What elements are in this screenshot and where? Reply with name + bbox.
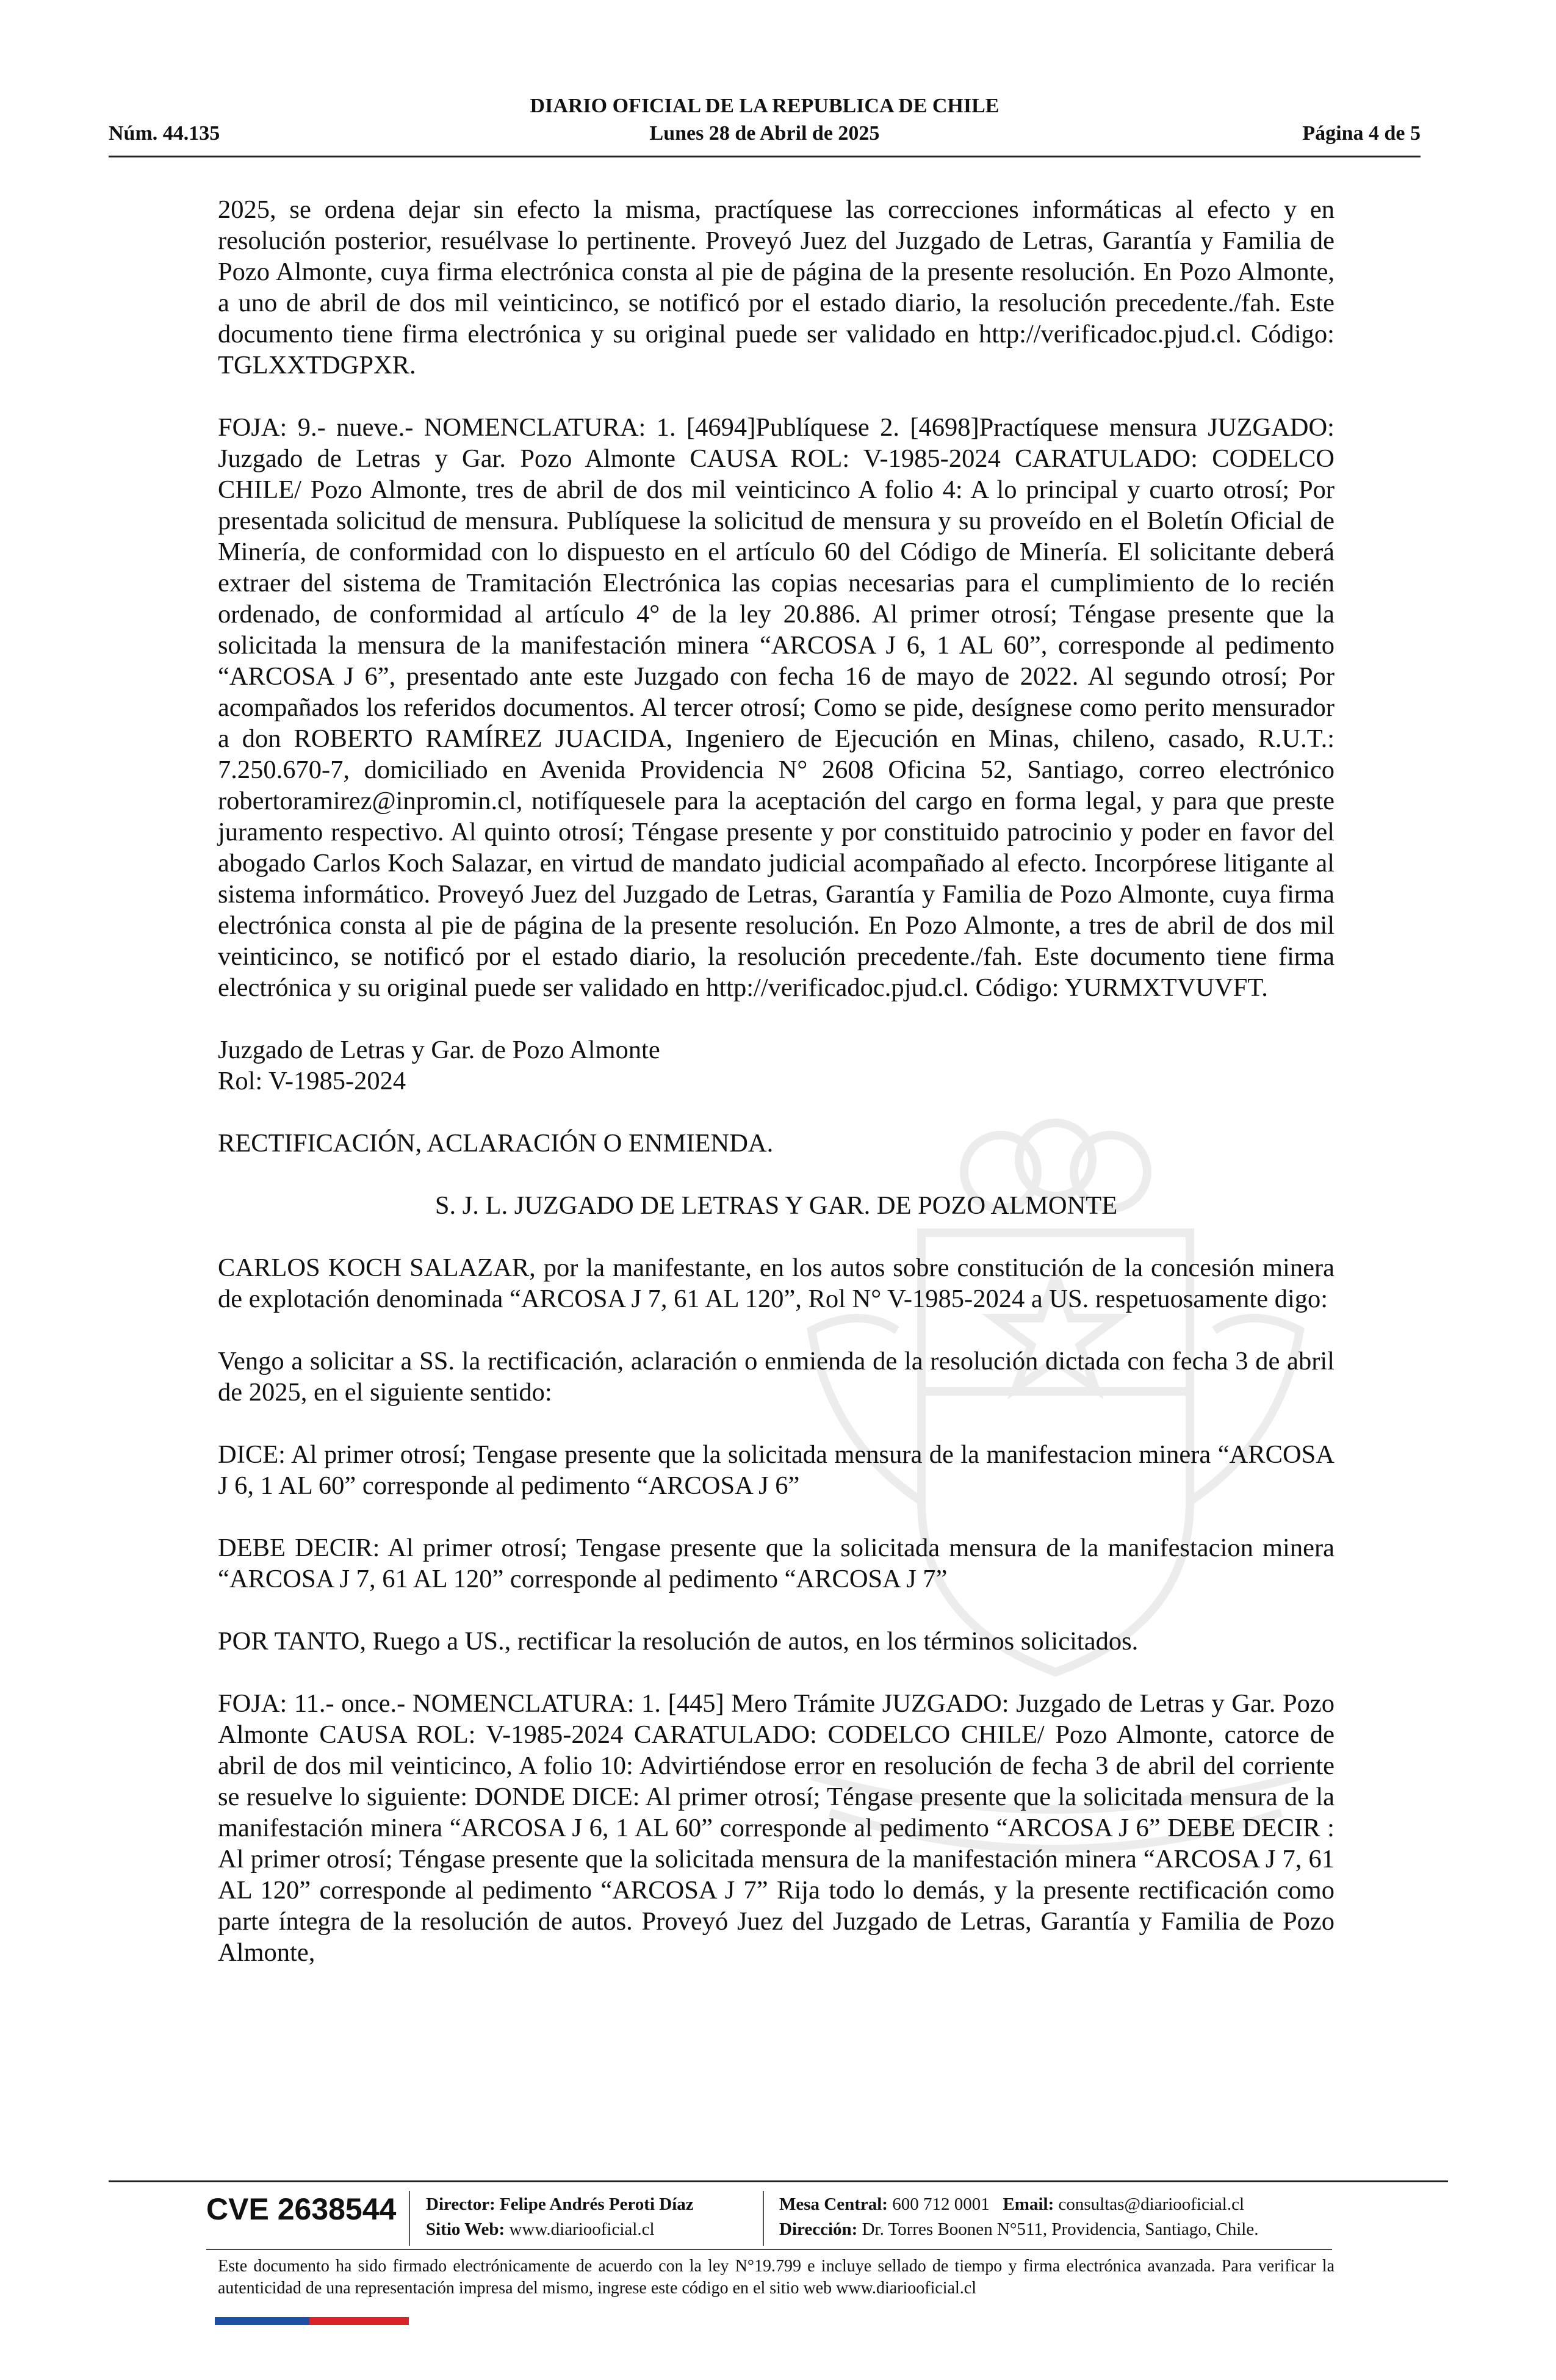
footer-contact-block — [779, 2192, 1258, 2242]
site-label: Sitio Web: — [426, 2220, 505, 2239]
footer-divider — [109, 2180, 1448, 2182]
paragraph-foja-9: FOJA: 9.- nueve.- NOMENCLATURA: 1. [4694]Publíquese 2. [4698]Practíquese mensura JUZGADO: Juzgado de Letras y Gar. Pozo Almonte CAUSA ROL: V-1985-2024 CARATULADO: CODELCO CHILE/ Pozo Almonte, tres de abril de dos mil veinticinco A folio 4: A lo principal y cuarto otrosí; Por presentada solicitud de mensura. Publíquese la solicitud de mensura y su proveído en el Boletín Oficial de Minería, de conformidad con lo dispuesto en el artículo 60 del Código de Minería. El solicitante deberá extraer del sistema de Tramitación Electrónica las copias necesarias para el cumplimiento de lo recién ordenado, de conformidad al artículo 4° de la ley 20.886. Al primer otrosí; Téngase presente que la solicitada la mensura de la manifestación minera “ARCOSA J 6, 1 AL 60”, corresponde al pedimento “ARCOSA J 6”, presentado ante este Juzgado con fecha 16 de mayo de 2022. Al segundo otrosí; Por acompañados los referidos documentos. Al tercer otrosí; Como se pide, desígnese como perito mensurador a don ROBERTO RAMÍREZ JUACIDA, Ingeniero de Ejecución en Minas, chileno, casado, R.U.T.: 7.250.670-7, domiciliado en Avenida Providencia N° 2608 Oficina 52, Santiago, correo electrónico robertoramirez@inpromin.cl, notifíquesele para la aceptación del cargo en forma legal, y para que preste juramento respectivo. Al quinto otrosí; Téngase presente y por constituido patrocinio y poder en favor del abogado Carlos Koch Salazar, en virtud de mandato judicial acompañado al efecto. Incorpórese litigante al sistema informático. Proveyó Juez del Juzgado de Letras, Garantía y Familia de Pozo Almonte, cuya firma electrónica consta al pie de página de la presente resolución. En Pozo Almonte, a tres de abril de dos mil veinticinco, se notificó por el estado diario, la resolución precedente./fah. Este documento tiene firma electrónica y su original puede ser validado en http://verificadoc.pjud.cl. Código: YURMXTVUVFT. — [218, 413, 1334, 1002]
newspaper-title: DIARIO OFICIAL DE LA REPUBLICA DE CHILE — [530, 95, 1000, 117]
mesa-phone: 600 712 0001 — [892, 2194, 990, 2214]
footer-separator — [409, 2191, 410, 2246]
issue-number: Núm. 44.135 — [109, 122, 220, 145]
address-value: Dr. Torres Boonen N°511, Providencia, Santiago, Chile. — [862, 2220, 1259, 2239]
paragraph-court-rol: Juzgado de Letras y Gar. de Pozo Almonte Rol: V-1985-2024 — [218, 1036, 660, 1095]
paragraph-request: Vengo a solicitar a SS. la rectificación, aclaración o enmienda de la resolución dictada con fecha 3 de abril de 2025, en el siguiente sentido: — [218, 1347, 1334, 1407]
director-label: Director: — [426, 2194, 495, 2214]
cve-code: CVE 2638544 — [206, 2192, 397, 2226]
footer-legal-note: Este documento ha sido firmado electrónicamente de acuerdo con la ley N°19.799 e incluye sellado de tiempo y firma electrónica avanzada. Para verificar la autenticidad de una representación impresa del mismo, ingrese este código en el sitio web www.diariooficial.cl — [218, 2257, 1334, 2298]
paragraph-foja-11: FOJA: 11.- once.- NOMENCLATURA: 1. [445] Mero Trámite JUZGADO: Juzgado de Letras y Gar. Pozo Almonte CAUSA ROL: V-1985-2024 CARATULADO: CODELCO CHILE/ Pozo Almonte, catorce de abril de dos mil veinticinco, A folio 10: Advirtiéndose error en resolución de fecha 3 de abril del corriente se resuelve lo siguiente: DONDE DICE: Al primer otrosí; Téngase presente que la solicitada mensura de la manifestación minera “ARCOSA J 6, 1 AL 60” corresponde al pedimento “ARCOSA J 6” DEBE DECIR : Al primer otrosí; Téngase presente que la solicitada mensura de la manifestación minera “ARCOSA J 7, 61 AL 120” corresponde al pedimento “ARCOSA J 7” Rija todo lo demás, y la presente rectificación como parte íntegra de la resolución de autos. Proveyó Juez del Juzgado de Letras, Garantía y Familia de Pozo Almonte, — [218, 1689, 1334, 1967]
paragraph-court-address: S. J. L. JUZGADO DE LETRAS Y GAR. DE POZO ALMONTE — [434, 1191, 1118, 1220]
flag-color-bar — [215, 2317, 409, 2325]
director-name: Felipe Andrés Peroti Díaz — [500, 2194, 694, 2214]
address-label: Dirección: — [779, 2220, 858, 2239]
header-divider — [109, 156, 1421, 157]
paragraph-rectification-title: RECTIFICACIÓN, ACLARACIÓN O ENMIENDA. — [218, 1129, 774, 1158]
email-label: Email: — [1003, 2194, 1054, 2214]
footer-divider-secondary — [206, 2249, 1332, 2250]
paragraph-resolution-end: 2025, se ordena dejar sin efecto la misma, practíquese las correcciones informáticas al efecto y en resolución posterior, resuélvase lo pertinente. Proveyó Juez del Juzgado de Letras, Garantía y Familia de Pozo Almonte, cuya firma electrónica consta al pie de página de la presente resolución. En Pozo Almonte, a uno de abril de dos mil veinticinco, se notificó por el estado diario, la resolución precedente./fah. Este documento tiene firma electrónica y su original puede ser validado en http://verificadoc.pjud.cl. Código: TGLXXTDGPXR. — [218, 195, 1334, 380]
footer-separator — [763, 2191, 764, 2246]
mesa-label: Mesa Central: — [779, 2194, 888, 2214]
flag-blue-segment — [215, 2317, 309, 2325]
flag-red-segment — [309, 2317, 409, 2325]
paragraph-petitioner: CARLOS KOCH SALAZAR, por la manifestante, en los autos sobre constitución de la concesión minera de explotación denominada “ARCOSA J 7, 61 AL 120”, Rol N° V-1985-2024 a US. respetuosamente digo: — [218, 1253, 1334, 1313]
paragraph-dice: DICE: Al primer otrosí; Tengase presente que la solicitada mensura de la manifestacion minera “ARCOSA J 6, 1 AL 60” corresponde al pedimento “ARCOSA J 6” — [218, 1440, 1334, 1500]
site-link[interactable]: www.diariooficial.cl — [509, 2220, 655, 2239]
paragraph-por-tanto: POR TANTO, Ruego a US., rectificar la resolución de autos, en los términos solicitados. — [218, 1627, 1139, 1656]
page-header — [109, 92, 1421, 156]
issue-date: Lunes 28 de Abril de 2025 — [649, 122, 880, 145]
email-link[interactable]: consultas@diariooficial.cl — [1058, 2194, 1245, 2214]
footer-director-block — [426, 2192, 694, 2242]
paragraph-debe-decir: DEBE DECIR: Al primer otrosí; Tengase presente que la solicitada mensura de la manifestacion minera “ARCOSA J 7, 61 AL 120” corresponde al pedimento “ARCOSA J 7” — [218, 1534, 1334, 1593]
page-number: Página 4 de 5 — [1302, 122, 1421, 145]
document-body — [218, 194, 1334, 1999]
